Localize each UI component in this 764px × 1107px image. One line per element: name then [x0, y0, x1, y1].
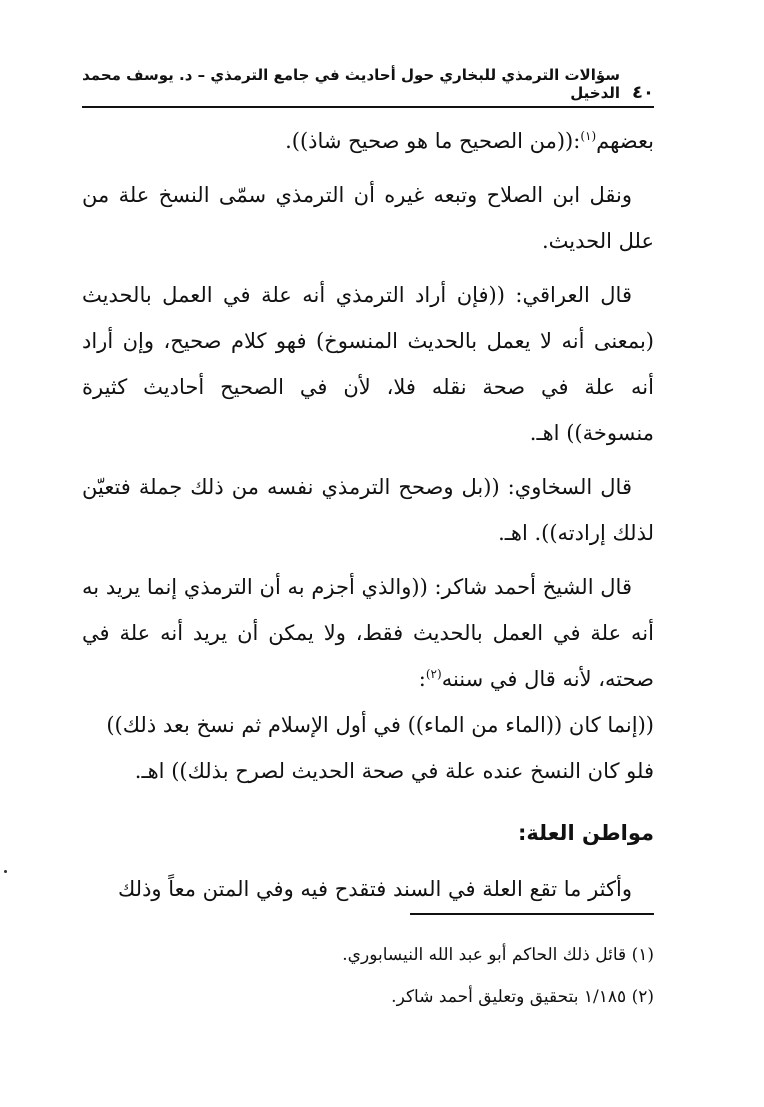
main-text	[82, 118, 654, 912]
footnotes	[82, 934, 654, 1018]
paragraph-7: فلو كان النسخ عنده علة في صحة الحديث لصرح بذلك)) اهـ.	[134, 759, 654, 783]
paragraph-1-start: بعضهم	[596, 129, 654, 153]
scan-speck	[4, 870, 7, 873]
footnote-1: (١) قائل ذلك الحاكم أبو عبد الله النيسابوري.	[342, 945, 654, 965]
page-header	[82, 66, 654, 108]
paragraph-3: قال العراقي: ((فإن أراد الترمذي أنه علة في العمل بالحديث (بمعنى أنه لا يعمل بالحديث المنسوخ) فهو كلام صحيح، وإن أراد أنه علة في صحة نقله فلا، لأن في الصحيح أحاديث كثيرة منسوخة)) اهـ.	[82, 283, 654, 445]
paragraph-5	[82, 564, 654, 702]
quoted-hadith: ((إنما كان ((الماء من الماء)) في أول الإسلام ثم نسخ بعد ذلك))	[106, 713, 654, 737]
section-heading: مواطن العلة:	[518, 821, 654, 845]
paragraph-2: ونقل ابن الصلاح وتبعه غيره أن الترمذي سمّى النسخ علة من علل الحديث.	[82, 183, 654, 253]
paragraph-1	[82, 118, 654, 164]
paragraph-4: قال السخاوي: ((بل وصحح الترمذي نفسه من ذلك جملة فتعيّن لذلك إرادته)). اهـ.	[82, 475, 654, 545]
page-number: ٤٠	[632, 82, 654, 103]
running-title: سؤالات الترمذي للبخاري حول أحاديث في جامع الترمذي – د. يوسف محمد الدخيل	[82, 66, 621, 102]
paragraph-5-end: :	[418, 667, 426, 691]
footnote-2: (٢) ١/١٨٥ بتحقيق وتعليق أحمد شاكر.	[391, 987, 654, 1007]
footnote-ref-1[interactable]: (١)	[580, 129, 597, 143]
paragraph-5-start: قال الشيخ أحمد شاكر: ((والذي أجزم به أن الترمذي إنما يريد به أنه علة في العمل بالحديث فقط، ولا يمكن أن يريد أنه علة في صحته، لأنه قال في سننه	[82, 575, 654, 691]
paragraph-1-end: :((من الصحيح ما هو صحيح شاذ)).	[285, 129, 581, 153]
paragraph-8: وأكثر ما تقع العلة في السند فتقدح فيه وفي المتن معاً وذلك	[117, 877, 632, 901]
footnote-divider	[410, 913, 654, 915]
footnote-ref-2[interactable]: (٢)	[425, 667, 442, 681]
